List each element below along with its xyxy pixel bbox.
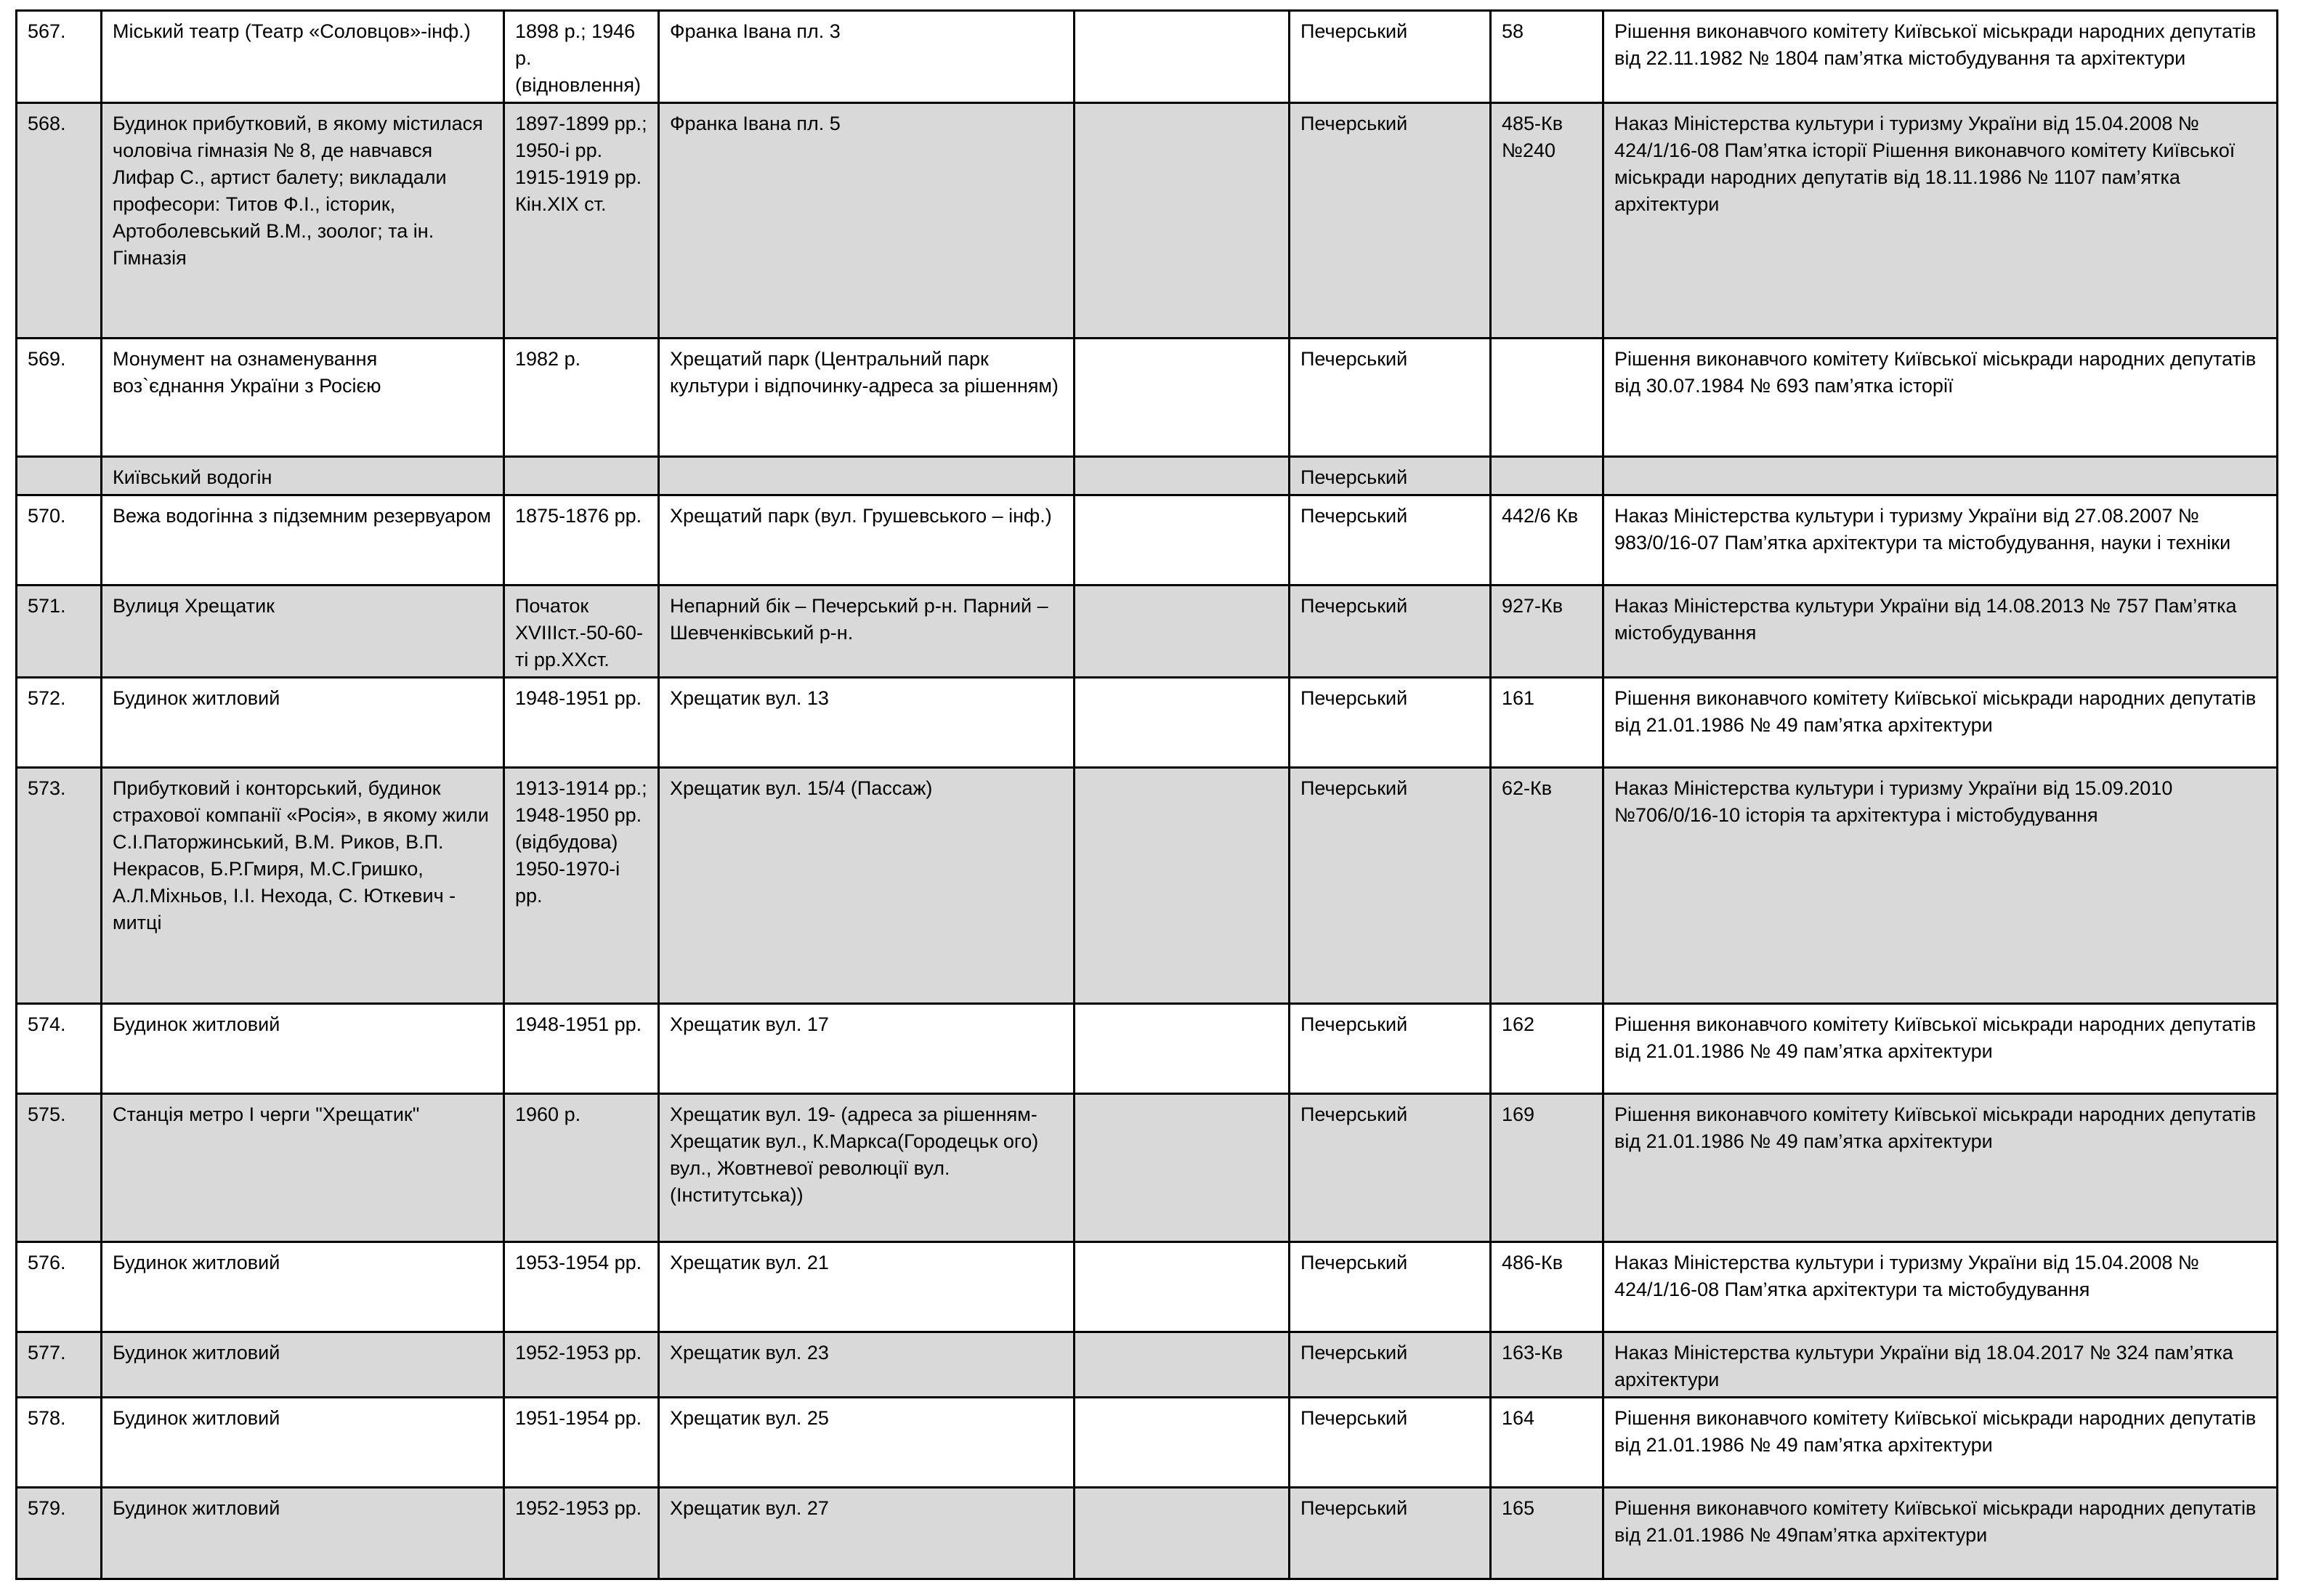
empty-cell [1075, 586, 1290, 678]
legal-document: Рішення виконавчого комітету Київської міськради народних депутатів від 21.01.1986 № 49 пам’ятка архітектури [1603, 678, 2278, 768]
row-number: 577. [17, 1332, 102, 1398]
table-row [17, 1488, 2278, 1579]
empty-cell [1075, 1488, 1290, 1579]
table-row [17, 586, 2278, 678]
row-number: 579. [17, 1488, 102, 1579]
empty-cell [1075, 1094, 1290, 1242]
empty-cell [1075, 339, 1290, 457]
object-district: Печерський [1290, 1488, 1491, 1579]
object-district: Печерський [1290, 457, 1491, 495]
table-row [17, 768, 2278, 1004]
protection-number: 165 [1491, 1488, 1603, 1579]
object-district: Печерський [1290, 586, 1491, 678]
object-date: 1913-1914 рр.; 1948-1950 рр. (відбудова) 1950-1970-і рр. [504, 768, 659, 1004]
protection-number: 164 [1491, 1398, 1603, 1488]
object-date [504, 457, 659, 495]
table-row [17, 495, 2278, 586]
object-date: 1960 р. [504, 1094, 659, 1242]
object-date: 1952-1953 рр. [504, 1332, 659, 1398]
object-date: 1952-1953 рр. [504, 1488, 659, 1579]
empty-cell [1075, 103, 1290, 339]
table-row [17, 1398, 2278, 1488]
object-date: 1897-1899 рр.; 1950-і рр. 1915-1919 рр. Кін.ХІХ ст. [504, 103, 659, 339]
empty-cell [1075, 457, 1290, 495]
row-number: 573. [17, 768, 102, 1004]
protection-number: 162 [1491, 1004, 1603, 1094]
empty-cell [1075, 495, 1290, 586]
object-district: Печерський [1290, 11, 1491, 103]
row-number: 567. [17, 11, 102, 103]
empty-cell [1075, 678, 1290, 768]
legal-document: Наказ Міністерства культури і туризму України від 15.09.2010 №706/0/16-10 історія та архітектура і містобудування [1603, 768, 2278, 1004]
legal-document: Рішення виконавчого комітету Київської міськради народних депутатів від 21.01.1986 № 49 пам’ятка архітектури [1603, 1094, 2278, 1242]
object-address: Хрещатик вул. 23 [659, 1332, 1075, 1398]
protection-number: 442/6 Кв [1491, 495, 1603, 586]
protection-number: 161 [1491, 678, 1603, 768]
legal-document: Рішення виконавчого комітету Київської міськради народних депутатів від 21.01.1986 № 49 пам’ятка архітектури [1603, 1004, 2278, 1094]
row-number: 578. [17, 1398, 102, 1488]
object-date: Початок XVIIIст.-50-60-ті рр.ХХст. [504, 586, 659, 678]
legal-document: Наказ Міністерства культури і туризму України від 27.08.2007 № 983/0/16-07 Пам’ятка архітектури та містобудування, науки і техніки [1603, 495, 2278, 586]
object-date: 1953-1954 рр. [504, 1242, 659, 1332]
object-district: Печерський [1290, 339, 1491, 457]
legal-document: Рішення виконавчого комітету Київської міськради народних депутатів від 30.07.1984 № 693 пам’ятка історії [1603, 339, 2278, 457]
object-district: Печерський [1290, 1094, 1491, 1242]
object-address: Хрещатик вул. 17 [659, 1004, 1075, 1094]
empty-cell [1075, 1004, 1290, 1094]
table-row [17, 339, 2278, 457]
protection-number: 58 [1491, 11, 1603, 103]
protection-number: 62-Кв [1491, 768, 1603, 1004]
table-row [17, 457, 2278, 495]
object-name: Прибутковий і конторський, будинок страхової компанії «Росія», в якому жили С.І.Паторжинський, В.М. Риков, В.П. Некрасов, Б.Р.Гмиря, М.С.Гришко, А.Л.Міхньов, І.І. Нехода, С. Юткевич - митці [102, 768, 504, 1004]
protection-number: 486-Кв [1491, 1242, 1603, 1332]
row-number: 571. [17, 586, 102, 678]
empty-cell [1075, 11, 1290, 103]
legal-document: Наказ Міністерства культури і туризму України від 15.04.2008 № 424/1/16-08 Пам’ятка історії Рішення виконавчого комітету Київської міськради народних депутатів від 18.11.1986 № 1107 пам’ятка архітектури [1603, 103, 2278, 339]
object-name: Будинок житловий [102, 678, 504, 768]
row-number: 574. [17, 1004, 102, 1094]
table-row [17, 1094, 2278, 1242]
object-name: Вулиця Хрещатик [102, 586, 504, 678]
protection-number: 163-Кв [1491, 1332, 1603, 1398]
row-number: 568. [17, 103, 102, 339]
object-name: Будинок житловий [102, 1004, 504, 1094]
object-address: Хрещатик вул. 19- (адреса за рішенням-Хрещатик вул., К.Маркса(Городецьк ого) вул., Жовтневої революції вул.(Інститутська)) [659, 1094, 1075, 1242]
legal-document: Наказ Міністерства культури України від 14.08.2013 № 757 Пам’ятка містобудування [1603, 586, 2278, 678]
object-name: Київський водогін [102, 457, 504, 495]
row-number: 576. [17, 1242, 102, 1332]
empty-cell [1075, 1398, 1290, 1488]
object-date: 1898 р.; 1946 р.(відновлення) [504, 11, 659, 103]
object-district: Печерський [1290, 678, 1491, 768]
object-address: Хрещатик вул. 15/4 (Пассаж) [659, 768, 1075, 1004]
object-name: Будинок житловий [102, 1332, 504, 1398]
object-name: Вежа водогінна з підземним резервуаром [102, 495, 504, 586]
legal-document: Наказ Міністерства культури України від 18.04.2017 № 324 пам’ятка архітектури [1603, 1332, 2278, 1398]
legal-document: Наказ Міністерства культури і туризму України від 15.04.2008 № 424/1/16-08 Пам’ятка архітектури та містобудування [1603, 1242, 2278, 1332]
row-number: 569. [17, 339, 102, 457]
object-name: Будинок житловий [102, 1398, 504, 1488]
row-number: 570. [17, 495, 102, 586]
protection-number: 927-Кв [1491, 586, 1603, 678]
object-date: 1982 р. [504, 339, 659, 457]
table-row [17, 1242, 2278, 1332]
object-name: Будинок житловий [102, 1242, 504, 1332]
object-address: Непарний бік – Печерський р-н. Парний – Шевченківський р-н. [659, 586, 1075, 678]
object-name: Будинок прибутковий, в якому містилася чоловіча гімназія № 8, де навчався Лифар С., артист балету; викладали професори: Титов Ф.І., історик, Артоболевський В.М., зоолог; та ін. Гімназія [102, 103, 504, 339]
legal-document: Рішення виконавчого комітету Київської міськради народних депутатів від 21.01.1986 № 49пам’ятка архітектури [1603, 1488, 2278, 1579]
object-address: Франка Івана пл. 3 [659, 11, 1075, 103]
row-number: 572. [17, 678, 102, 768]
object-district: Печерський [1290, 103, 1491, 339]
table-row [17, 103, 2278, 339]
object-name: Будинок житловий [102, 1488, 504, 1579]
object-district: Печерський [1290, 1332, 1491, 1398]
object-district: Печерський [1290, 768, 1491, 1004]
protection-number [1491, 339, 1603, 457]
protection-number: 485-Кв №240 [1491, 103, 1603, 339]
object-address: Хрещатик вул. 27 [659, 1488, 1075, 1579]
protection-number: 169 [1491, 1094, 1603, 1242]
object-district: Печерський [1290, 1004, 1491, 1094]
object-address: Франка Івана пл. 5 [659, 103, 1075, 339]
empty-cell [1075, 1332, 1290, 1398]
legal-document: Рішення виконавчого комітету Київської міськради народних депутатів від 21.01.1986 № 49 пам’ятка архітектури [1603, 1398, 2278, 1488]
object-address: Хрещатий парк (Центральний парк культури і відпочинку-адреса за рішенням) [659, 339, 1075, 457]
empty-cell [1075, 768, 1290, 1004]
legal-document: Рішення виконавчого комітету Київської міськради народних депутатів від 22.11.1982 № 1804 пам’ятка містобудування та архітектури [1603, 11, 2278, 103]
object-district: Печерський [1290, 1398, 1491, 1488]
object-address: Хрещатик вул. 13 [659, 678, 1075, 768]
table-row [17, 11, 2278, 103]
protection-number [1491, 457, 1603, 495]
object-address: Хрещатик вул. 21 [659, 1242, 1075, 1332]
legal-document [1603, 457, 2278, 495]
row-number: 575. [17, 1094, 102, 1242]
object-date: 1951-1954 рр. [504, 1398, 659, 1488]
object-address: Хрещатик вул. 25 [659, 1398, 1075, 1488]
object-date: 1948-1951 рр. [504, 1004, 659, 1094]
object-date: 1875-1876 рр. [504, 495, 659, 586]
object-district: Печерський [1290, 1242, 1491, 1332]
table-row [17, 1004, 2278, 1094]
table-row [17, 678, 2278, 768]
object-name: Міський театр (Театр «Соловцов»-інф.) [102, 11, 504, 103]
empty-cell [1075, 1242, 1290, 1332]
heritage-registry-table [15, 9, 2278, 1580]
row-number [17, 457, 102, 495]
object-address [659, 457, 1075, 495]
object-name: Станція метро І черги "Хрещатик" [102, 1094, 504, 1242]
object-address: Хрещатий парк (вул. Грушевського – інф.) [659, 495, 1075, 586]
object-name: Монумент на ознаменування воз`єднання України з Росією [102, 339, 504, 457]
object-date: 1948-1951 рр. [504, 678, 659, 768]
object-district: Печерський [1290, 495, 1491, 586]
table-row [17, 1332, 2278, 1398]
